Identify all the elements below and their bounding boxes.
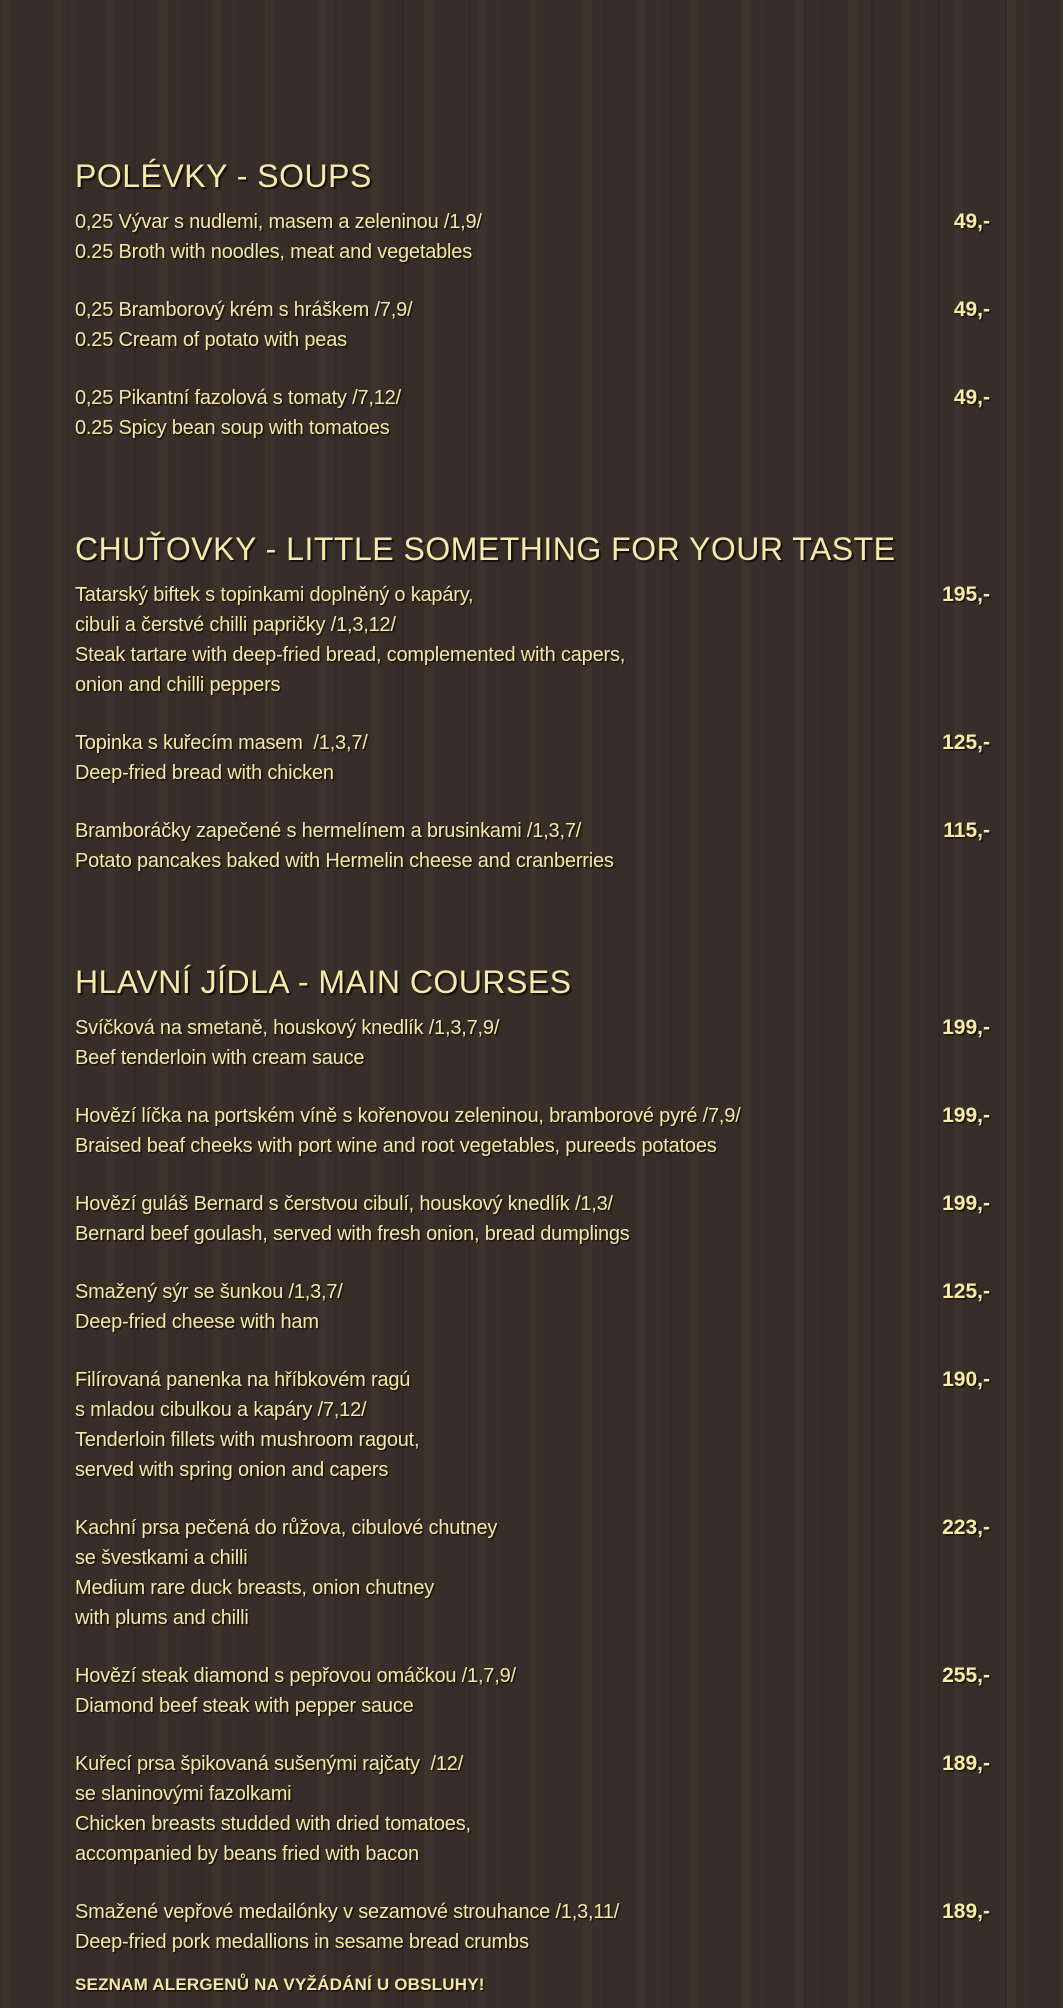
menu-item — [75, 1189, 990, 1249]
item-line: 0,25 Vývar s nudlemi, masem a zeleninou /1,9/ — [75, 211, 482, 233]
item-description — [75, 816, 900, 876]
item-price: 49,- — [953, 210, 990, 233]
item-description — [75, 1513, 900, 1633]
item-description — [75, 1897, 900, 1957]
item-line: Braised beaf cheeks with port wine and root vegetables, pureeds potatoes — [75, 1135, 717, 1157]
item-line: se slaninovými fazolkami — [75, 1783, 292, 1805]
item-price: 189,- — [942, 1752, 990, 1775]
item-description — [75, 207, 900, 267]
menu-section — [75, 531, 990, 876]
item-description — [75, 1749, 900, 1869]
item-line: 0,25 Bramborový krém s hráškem /7,9/ — [75, 299, 413, 321]
item-line: Kuřecí prsa špikovaná sušenými rajčaty /12/ — [75, 1753, 464, 1775]
menu-item — [75, 1897, 990, 1957]
section-items — [75, 580, 990, 876]
item-price: 115,- — [943, 819, 990, 842]
item-line: served with spring onion and capers — [75, 1459, 389, 1481]
item-line: Steak tartare with deep-fried bread, complemented with capers, — [75, 644, 626, 666]
item-price: 49,- — [953, 298, 990, 321]
item-description — [75, 1013, 900, 1073]
menu-item — [75, 728, 990, 788]
menu-section — [75, 964, 990, 1957]
item-line: Bramboráčky zapečené s hermelínem a brusinkami /1,3,7/ — [75, 820, 582, 842]
item-line: Tenderloin fillets with mushroom ragout, — [75, 1429, 420, 1451]
item-price: 125,- — [942, 1280, 990, 1303]
item-line: Deep-fried cheese with ham — [75, 1311, 319, 1333]
item-description — [75, 1101, 900, 1161]
item-price: 199,- — [942, 1192, 990, 1215]
item-line: Beef tenderloin with cream sauce — [75, 1047, 365, 1069]
item-line: Medium rare duck breasts, onion chutney — [75, 1577, 435, 1599]
item-line: accompanied by beans fried with bacon — [75, 1843, 419, 1865]
menu-item — [75, 383, 990, 443]
item-line: Chicken breasts studded with dried tomatoes, — [75, 1813, 471, 1835]
item-line: s mladou cibulkou a kapáry /7,12/ — [75, 1399, 367, 1421]
item-price: 49,- — [953, 386, 990, 409]
menu-item — [75, 1513, 990, 1633]
item-line: Topinka s kuřecím masem /1,3,7/ — [75, 732, 368, 754]
item-line: cibuli a čerstvé chilli papričky /1,3,12/ — [75, 614, 396, 636]
menu-item — [75, 1013, 990, 1073]
item-line: 0.25 Cream of potato with peas — [75, 329, 347, 351]
item-line: Deep-fried bread with chicken — [75, 762, 334, 784]
menu-item — [75, 1101, 990, 1161]
item-line: Potato pancakes baked with Hermelin cheese and cranberries — [75, 850, 614, 872]
item-line: Smažené vepřové medailónky v sezamové strouhance /1,3,11/ — [75, 1901, 620, 1923]
item-line: 0.25 Spicy bean soup with tomatoes — [75, 417, 390, 439]
menu-item — [75, 1661, 990, 1721]
section-items — [75, 207, 990, 443]
menu-item — [75, 580, 990, 700]
item-price: 189,- — [942, 1900, 990, 1923]
item-line: Hovězí steak diamond s pepřovou omáčkou /1,7,9/ — [75, 1665, 516, 1687]
menu-item — [75, 1365, 990, 1485]
section-title: HLAVNÍ JÍDLA - MAIN COURSES — [75, 964, 572, 1000]
menu-item — [75, 207, 990, 267]
item-line: Diamond beef steak with pepper sauce — [75, 1695, 414, 1717]
item-line: Tatarský biftek s topinkami doplněný o kapáry, — [75, 584, 474, 606]
menu-item — [75, 816, 990, 876]
item-description — [75, 295, 900, 355]
item-line: Svíčková na smetaně, houskový knedlík /1,3,7,9/ — [75, 1017, 500, 1039]
item-line: 0.25 Broth with noodles, meat and vegetables — [75, 241, 473, 263]
item-line: onion and chilli peppers — [75, 674, 281, 696]
item-price: 125,- — [942, 731, 990, 754]
menu — [75, 158, 990, 1957]
item-description — [75, 1661, 900, 1721]
section-title: CHUŤOVKY - LITTLE SOMETHING FOR YOUR TASTE — [75, 531, 896, 567]
item-line: Filírovaná panenka na hříbkovém ragú — [75, 1369, 411, 1391]
item-description — [75, 383, 900, 443]
allergen-notice: SEZNAM ALERGENŮ NA VYŽÁDÁNÍ U OBSLUHY! — [75, 1975, 485, 1994]
item-line: 0,25 Pikantní fazolová s tomaty /7,12/ — [75, 387, 401, 409]
menu-item — [75, 1749, 990, 1869]
item-price: 199,- — [942, 1016, 990, 1039]
item-line: Bernard beef goulash, served with fresh onion, bread dumplings — [75, 1223, 630, 1245]
item-price: 195,- — [942, 583, 990, 606]
item-line: with plums and chilli — [75, 1607, 249, 1629]
section-items — [75, 1013, 990, 1957]
item-price: 255,- — [942, 1664, 990, 1687]
item-line: se švestkami a chilli — [75, 1547, 248, 1569]
section-title: POLÉVKY - SOUPS — [75, 158, 372, 194]
menu-item — [75, 295, 990, 355]
item-line: Hovězí líčka na portském víně s kořenovou zeleninou, bramborové pyré /7,9/ — [75, 1105, 741, 1127]
item-line: Kachní prsa pečená do růžova, cibulové chutney — [75, 1517, 498, 1539]
item-description — [75, 580, 900, 700]
item-line: Hovězí guláš Bernard s čerstvou cibulí, houskový knedlík /1,3/ — [75, 1193, 613, 1215]
item-price: 199,- — [942, 1104, 990, 1127]
item-price: 190,- — [942, 1368, 990, 1391]
item-description — [75, 1365, 900, 1485]
item-description — [75, 1189, 900, 1249]
item-description — [75, 728, 900, 788]
item-description — [75, 1277, 900, 1337]
item-price: 223,- — [942, 1516, 990, 1539]
menu-item — [75, 1277, 990, 1337]
menu-section — [75, 158, 990, 443]
item-line: Smažený sýr se šunkou /1,3,7/ — [75, 1281, 343, 1303]
item-line: Deep-fried pork medallions in sesame bread crumbs — [75, 1931, 529, 1953]
